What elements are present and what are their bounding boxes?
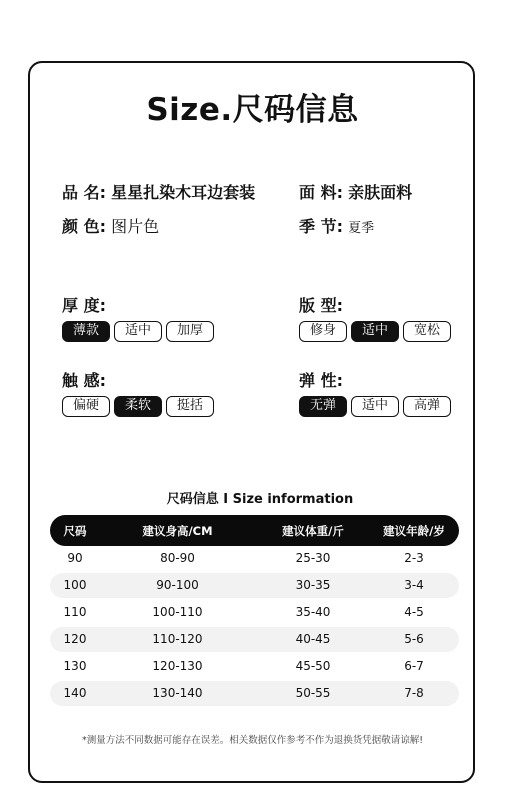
disclaimer-note: *测量方法不同数据可能存在误差。相关数据仅作参考不作为退换货凭据敬请谅解!	[81, 735, 424, 746]
table-row	[50, 627, 459, 652]
page-title: Size.尺码信息	[146, 92, 359, 128]
cell-age: 3-4	[404, 578, 424, 592]
cell-weight: 50-55	[295, 686, 331, 700]
cell-size: 110	[63, 605, 87, 619]
fabric-label: 面 料:	[299, 183, 343, 202]
cell-height: 100-110	[152, 605, 203, 619]
header-size: 尺码	[63, 524, 87, 538]
cell-height: 130-140	[152, 686, 203, 700]
fit-label: 版 型:	[299, 296, 343, 315]
product-name-row	[62, 180, 255, 203]
header-height: 建议身高/CM	[142, 524, 213, 538]
thickness-options	[62, 321, 214, 342]
thickness-option-2: 适中	[114, 321, 162, 342]
thickness-option-3: 加厚	[166, 321, 214, 342]
cell-size: 120	[63, 632, 87, 646]
fit-option-2: 适中	[351, 321, 399, 342]
stretch-label: 弹 性:	[299, 371, 343, 390]
fit-options	[299, 321, 451, 342]
product-name-label: 品 名:	[62, 183, 106, 202]
cell-age: 5-6	[404, 632, 424, 646]
thickness-label: 厚 度:	[62, 296, 106, 315]
cell-size: 140	[63, 686, 87, 700]
feel-option-3: 挺括	[166, 396, 214, 417]
cell-weight: 35-40	[295, 605, 331, 619]
cell-weight: 25-30	[295, 551, 331, 565]
cell-height: 80-90	[160, 551, 195, 565]
thickness-option-1: 薄款	[62, 321, 110, 342]
season-row	[299, 214, 374, 237]
stretch-option-2: 适中	[351, 396, 399, 417]
cell-age: 7-8	[404, 686, 424, 700]
product-name-value: 星星扎染木耳边套装	[111, 183, 256, 202]
fit-option-3: 宽松	[403, 321, 451, 342]
cell-size: 130	[63, 659, 87, 673]
cell-weight: 30-35	[295, 578, 331, 592]
feel-label: 触 感:	[62, 371, 106, 390]
feel-options	[62, 396, 214, 417]
cell-age: 2-3	[404, 551, 424, 565]
table-row	[50, 681, 459, 706]
table-row	[50, 573, 459, 598]
feel-option-2: 柔软	[114, 396, 162, 417]
cell-weight: 45-50	[295, 659, 331, 673]
cell-age: 6-7	[404, 659, 424, 673]
fabric-value: 亲肤面料	[348, 183, 413, 202]
color-label: 颜 色:	[62, 217, 106, 236]
cell-age: 4-5	[404, 605, 424, 619]
color-value: 图片色	[111, 217, 160, 236]
stretch-option-1: 无弹	[299, 396, 347, 417]
table-row	[50, 654, 459, 679]
table-row	[50, 546, 459, 571]
stretch-options	[299, 396, 451, 417]
size-table-caption: 尺码信息 I Size information	[166, 492, 354, 507]
stretch-option-3: 高弹	[403, 396, 451, 417]
fabric-row	[299, 180, 412, 203]
cell-size: 90	[67, 551, 83, 565]
cell-height: 120-130	[152, 659, 203, 673]
cell-size: 100	[63, 578, 87, 592]
season-label: 季 节:	[299, 217, 343, 236]
feel-option-1: 偏硬	[62, 396, 110, 417]
size-table-header	[50, 515, 459, 546]
color-row	[62, 214, 159, 237]
cell-height: 110-120	[152, 632, 203, 646]
header-age: 建议年龄/岁	[383, 524, 445, 538]
season-value: 夏季	[348, 221, 375, 236]
fit-option-1: 修身	[299, 321, 347, 342]
cell-weight: 40-45	[295, 632, 331, 646]
header-weight: 建议体重/斤	[282, 524, 344, 538]
cell-height: 90-100	[156, 578, 199, 592]
table-row	[50, 600, 459, 625]
